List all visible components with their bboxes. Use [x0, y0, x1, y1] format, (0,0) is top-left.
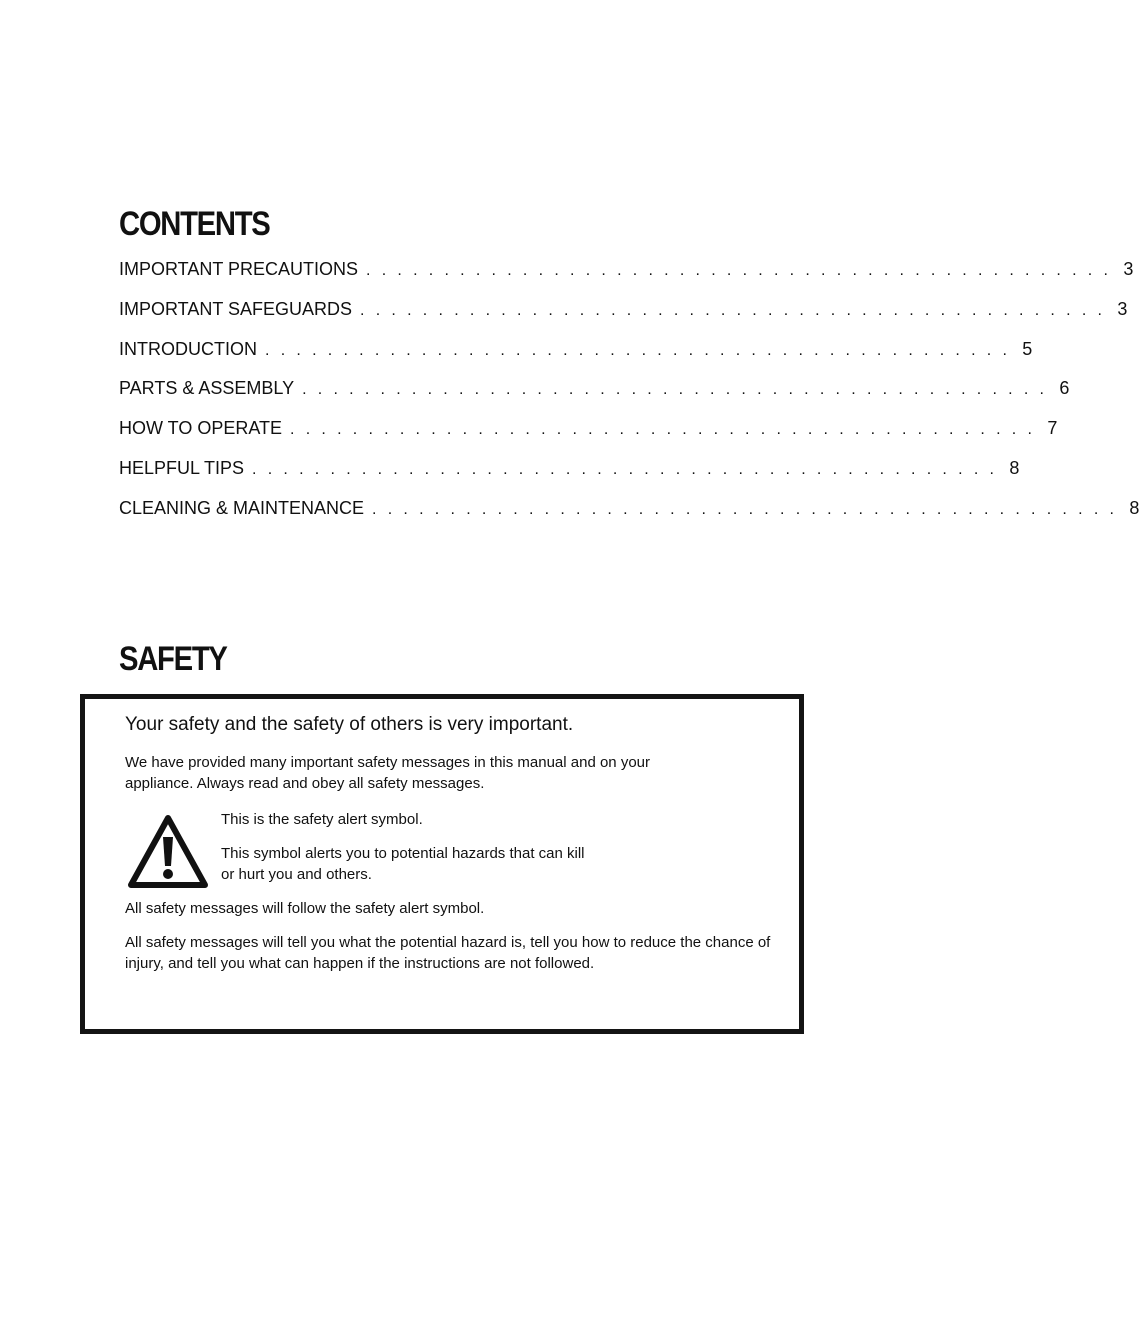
toc-entry-page: 3	[1123, 259, 1134, 279]
toc-entry-page: 5	[1022, 338, 1033, 359]
safety-lead-text: Your safety and the safety of others is very important.	[125, 714, 574, 735]
safety-heading: SAFETY	[119, 640, 227, 678]
toc-entry-page: 8	[1129, 497, 1139, 518]
toc-leader-dots: . . . . . . . . . . . . . . . . . . . . . . . . . . . . . . . . . . . . . . . . . . . . . . . .	[360, 301, 1106, 319]
toc-entry-title: IMPORTANT SAFEGUARDS	[119, 298, 353, 319]
toc-leader-dots: . . . . . . . . . . . . . . . . . . . . . . . . . . . . . . . . . . . . . . . . . . . . . . . .	[290, 421, 1036, 439]
toc-entry[interactable]	[119, 457, 1020, 498]
toc-entry[interactable]	[119, 298, 1128, 339]
safety-intro-text: We have provided many important safety messages in this manual and on your appliance. Always read and obey all safety messages.	[125, 754, 650, 792]
toc-entry[interactable]	[119, 497, 1139, 538]
table-of-contents	[119, 259, 1139, 538]
toc-leader-dots: . . . . . . . . . . . . . . . . . . . . . . . . . . . . . . . . . . . . . . . . . . . . . . . .	[252, 460, 998, 478]
toc-entry-page: 3	[1117, 298, 1128, 319]
toc-entry-page: 6	[1059, 378, 1070, 399]
toc-entry[interactable]	[119, 338, 1033, 379]
safety-notice-box	[80, 694, 804, 1034]
contents-heading: CONTENTS	[119, 205, 270, 243]
toc-leader-dots: . . . . . . . . . . . . . . . . . . . . . . . . . . . . . . . . . . . . . . . . . . . . . . . .	[366, 262, 1112, 279]
toc-entry-title: IMPORTANT PRECAUTIONS	[119, 259, 359, 279]
toc-entry-title: PARTS & ASSEMBLY	[119, 378, 295, 399]
toc-leader-dots: . . . . . . . . . . . . . . . . . . . . . . . . . . . . . . . . . . . . . . . . . . . . . . . .	[265, 341, 1011, 359]
safety-tell-text: All safety messages will tell you what the potential hazard is, tell you how to reduce the chance of injury, and tell you what can happen if the instructions are not followed.	[125, 934, 771, 972]
toc-leader-dots: . . . . . . . . . . . . . . . . . . . . . . . . . . . . . . . . . . . . . . . . . . . . . . . .	[372, 500, 1118, 518]
toc-entry-title: HOW TO OPERATE	[119, 418, 283, 439]
toc-leader-dots: . . . . . . . . . . . . . . . . . . . . . . . . . . . . . . . . . . . . . . . . . . . . . . . .	[302, 381, 1048, 399]
toc-entry-page: 7	[1047, 418, 1058, 439]
toc-entry-title: HELPFUL TIPS	[119, 457, 245, 478]
safety-symbol-alert-text: This symbol alerts you to potential hazards that can kill or hurt you and others.	[221, 845, 585, 883]
toc-entry-page: 8	[1009, 457, 1020, 478]
toc-entry[interactable]	[119, 259, 1134, 299]
safety-follow-text: All safety messages will follow the safety alert symbol.	[125, 900, 485, 917]
toc-entry-title: CLEANING & MAINTENANCE	[119, 497, 365, 518]
warning-triangle-icon	[128, 815, 208, 889]
safety-symbol-description: This is the safety alert symbol.	[221, 811, 423, 828]
toc-entry[interactable]	[119, 418, 1058, 458]
toc-entry[interactable]	[119, 378, 1070, 418]
toc-entry-title: INTRODUCTION	[119, 338, 257, 359]
